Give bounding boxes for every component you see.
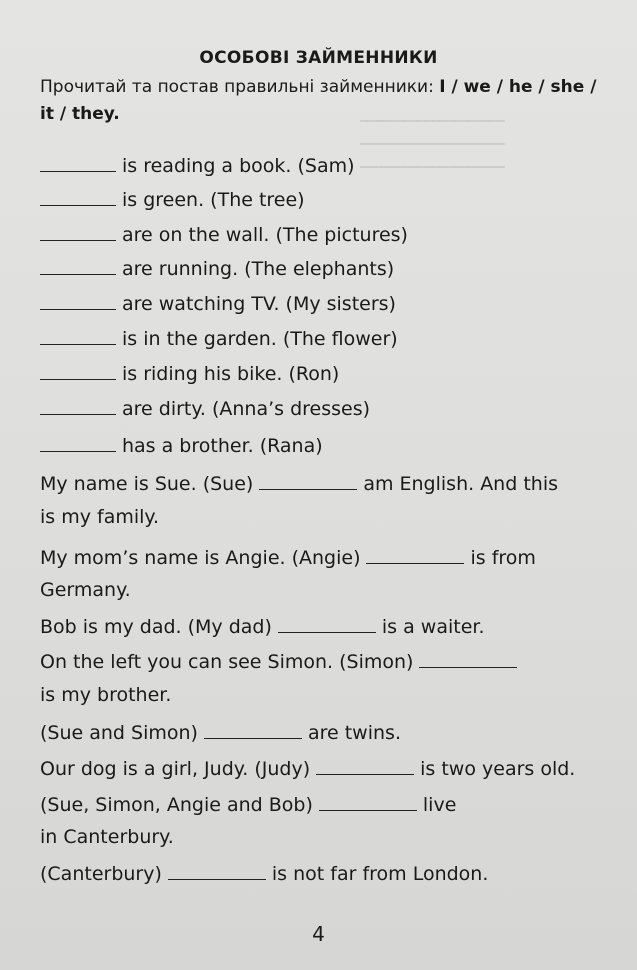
answer-blank[interactable] <box>278 614 376 633</box>
page-title: ОСОБОВІ ЗАЙМЕННИКИ <box>199 48 438 68</box>
story-line: My name is Sue. (Sue) am English. And this <box>40 473 558 495</box>
answer-blank[interactable] <box>40 153 116 172</box>
instruction <box>40 74 610 128</box>
answer-blank[interactable] <box>40 187 116 206</box>
answer-blank[interactable] <box>316 756 414 775</box>
answer-blank[interactable] <box>419 649 517 668</box>
story-line: in Canterbury. <box>40 826 174 848</box>
story-line: Our dog is a girl, Judy. (Judy) is two years old. <box>40 758 576 780</box>
exercise-item: is in the garden. (The flower) <box>40 326 398 350</box>
answer-blank[interactable] <box>40 361 116 380</box>
answer-blank[interactable] <box>40 396 116 415</box>
exercise-item: is green. (The tree) <box>40 187 305 211</box>
pronoun-list: I / we / he / she / <box>439 77 597 97</box>
answer-blank[interactable] <box>319 792 417 811</box>
story-line: My mom’s name is Angie. (Angie) is from <box>40 547 536 569</box>
story-line: Bob is my dad. (My dad) is a waiter. <box>40 616 485 638</box>
instruction-text: Прочитай та постав правильні займенники: <box>40 77 434 97</box>
answer-blank[interactable] <box>168 861 266 880</box>
answer-blank[interactable] <box>40 326 116 345</box>
story-line: Germany. <box>40 579 131 601</box>
exercise-item: are watching TV. (My sisters) <box>40 291 396 315</box>
answer-blank[interactable] <box>259 471 357 490</box>
answer-blank[interactable] <box>40 433 116 452</box>
answer-blank[interactable] <box>40 256 116 275</box>
answer-blank[interactable] <box>366 545 464 564</box>
answer-blank[interactable] <box>204 720 302 739</box>
story-line: (Sue, Simon, Angie and Bob) live <box>40 794 457 816</box>
page-number: 4 <box>312 922 325 946</box>
story-line: is my family. <box>40 506 159 528</box>
exercise-item: are dirty. (Anna’s dresses) <box>40 396 370 420</box>
story-line: (Sue and Simon) are twins. <box>40 722 401 744</box>
exercise-item: is riding his bike. (Ron) <box>40 361 339 385</box>
exercise-item: is reading a book. (Sam) <box>40 153 355 177</box>
story-line: (Canterbury) is not far from London. <box>40 863 489 885</box>
pronoun-list-cont: it / they. <box>40 104 120 124</box>
exercise-item: are running. (The elephants) <box>40 256 394 280</box>
story-line: On the left you can see Simon. (Simon) <box>40 649 523 673</box>
exercise-item: are on the wall. (The pictures) <box>40 222 408 246</box>
bleed-through-text: ━━━━━━━━━━━━━━━━━━━━ ━━━━━━━━━━━━━━━━━━━━ ━━━━━━━━━━━━━━━━━━━━ <box>360 114 505 174</box>
story-line: is my brother. <box>40 684 172 706</box>
exercise-item: has a brother. (Rana) <box>40 433 323 457</box>
answer-blank[interactable] <box>40 291 116 310</box>
answer-blank[interactable] <box>40 222 116 241</box>
